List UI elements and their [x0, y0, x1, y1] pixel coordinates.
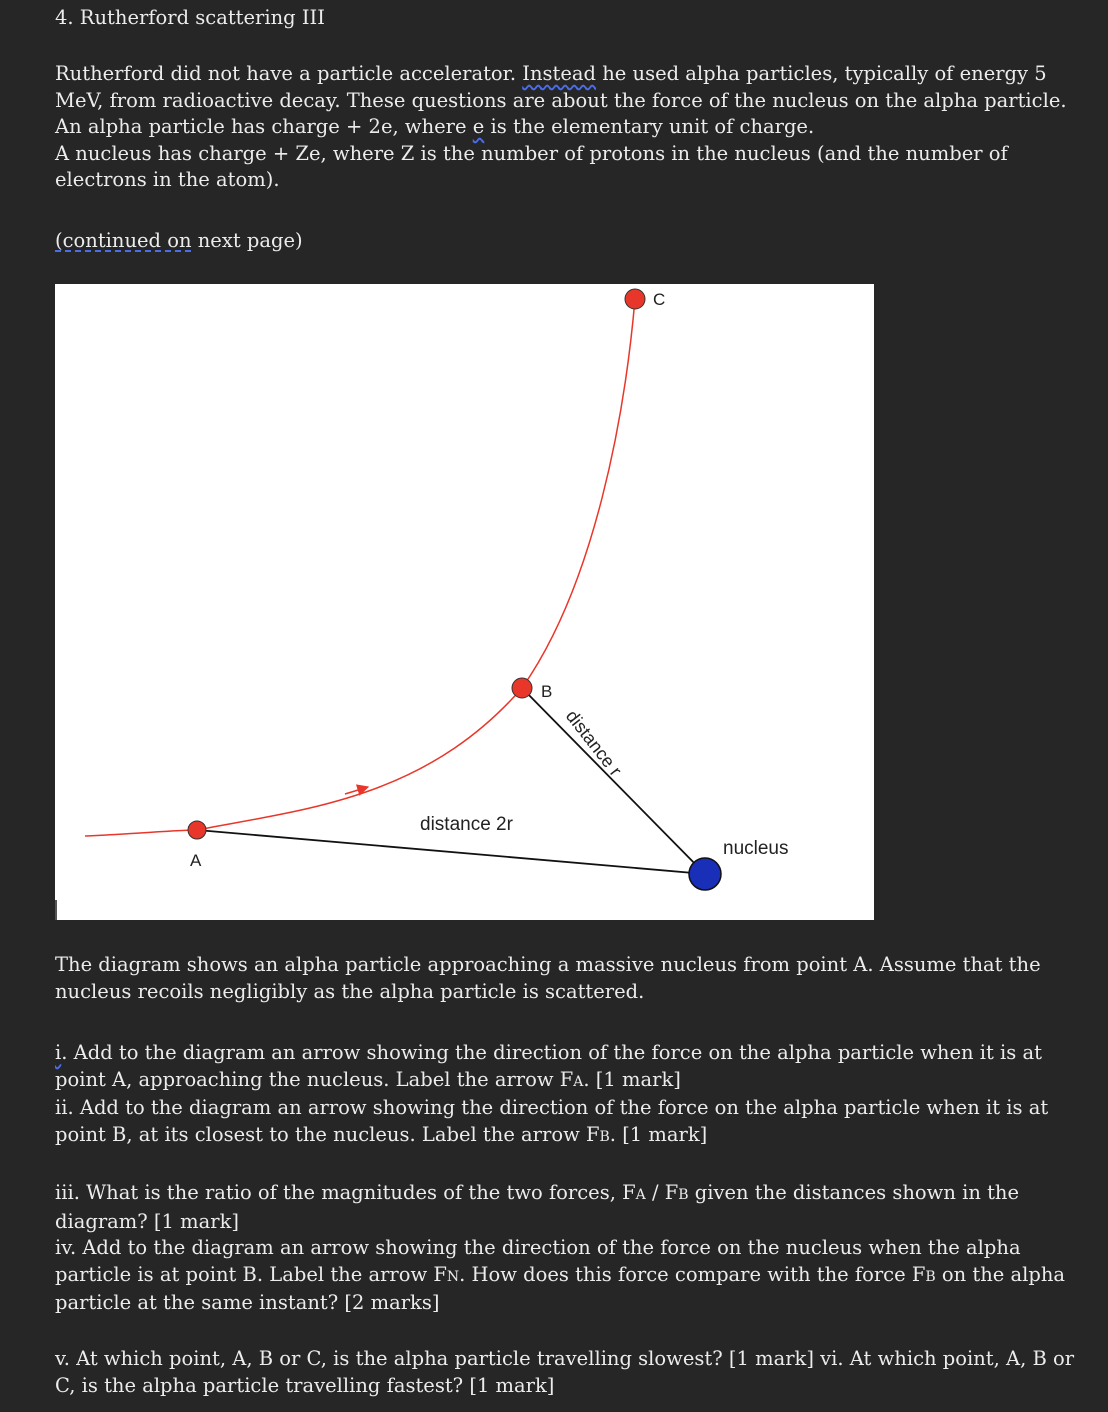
q1-ii-end: . [1 mark] — [609, 1122, 708, 1146]
question-title: 4. Rutherford scattering III — [55, 6, 325, 29]
intro-instead: Instead — [522, 62, 597, 85]
q2-iii-sub-a: A — [635, 1187, 646, 1203]
intro-paragraph — [55, 61, 1085, 194]
q2-iv-end: on the alpha particle at the same instant? [2 marks] — [55, 1262, 1072, 1314]
q2-iv-b: . How does this force compare with the force F — [459, 1262, 926, 1286]
questions-iii-iv — [55, 1180, 1085, 1317]
diagram-left-edge — [55, 900, 57, 920]
intro-mid1: he used alpha particles, typically of energy 5 MeV, from radioactive decay. These questions are about the force of the nucleus on the alpha particle. An alpha particle has charge + 2e, where — [55, 62, 1073, 138]
label-b: B — [541, 682, 553, 701]
diagram-caption: The diagram shows an alpha particle approaching a massive nucleus from point A. Assume that the nucleus recoils negligibly as the alpha particle is scattered. — [55, 953, 1047, 1003]
q2-iii-sub-b: B — [678, 1187, 689, 1203]
nucleus — [689, 858, 721, 890]
q1-ii-text: ii. Add to the diagram an arrow showing the direction of the force on the alpha particle when it is at point B, at its closest to the nucleus. Label the arrow F — [55, 1096, 1055, 1146]
label-nucleus: nucleus — [723, 838, 789, 859]
continued-underlined: (continued on — [55, 229, 192, 252]
q1-i-text: . Add to the diagram an arrow showing the direction of the force on the alpha particle when it is at point A, approaching the nucleus. Label the arrow F — [55, 1041, 1049, 1091]
particle-b — [512, 678, 532, 698]
alpha-path — [85, 299, 635, 836]
questions-v-vi: v. At which point, A, B or C, is the alpha particle travelling slowest? [1 mark] vi. At which point, A, B or C, is the alpha particle travelling fastest? [1 mark] — [55, 1347, 1081, 1397]
scattering-diagram — [55, 284, 874, 920]
q1-i-end: . [1 mark] — [583, 1067, 681, 1091]
q2-iii-end: given the distances shown in the diagram? [1 mark] — [55, 1181, 1026, 1233]
questions-i-ii — [55, 1040, 1085, 1150]
continued-rest: next page) — [191, 229, 303, 252]
distance-r-line — [522, 688, 705, 874]
intro-mid2: is the elementary unit of charge. A nucleus has charge + Ze, where Z is the number of protons in the nucleus (and the number of electrons in the atom). — [55, 115, 1008, 191]
label-distance-2r: distance 2r — [420, 814, 513, 835]
particle-a — [188, 821, 206, 839]
continued-note — [55, 228, 303, 255]
q2-iii-a: iii. What is the ratio of the magnitudes of the two forces, F — [55, 1181, 636, 1204]
particle-c — [625, 289, 645, 309]
label-a: A — [190, 851, 202, 870]
q2-iv-a: iv. Add to the diagram an arrow showing the direction of the force on the nucleus when the alpha particle is at point B. Label the arrow F — [55, 1236, 1027, 1286]
q2-iii-b: / F — [645, 1181, 679, 1204]
q1-ii-sub: B — [599, 1128, 610, 1145]
distance-2r-line — [197, 830, 705, 874]
q2-iv-sub-n: N — [446, 1268, 460, 1285]
q2-iv-sub-b: B — [925, 1268, 936, 1285]
q1-i-mark: i — [55, 1041, 62, 1064]
intro-e: e — [472, 115, 485, 138]
label-distance-r: distance r — [561, 706, 626, 780]
intro-pre: Rutherford did not have a particle accelerator. — [55, 62, 523, 85]
label-c: C — [653, 290, 666, 309]
q1-i-sub: A — [573, 1073, 584, 1090]
